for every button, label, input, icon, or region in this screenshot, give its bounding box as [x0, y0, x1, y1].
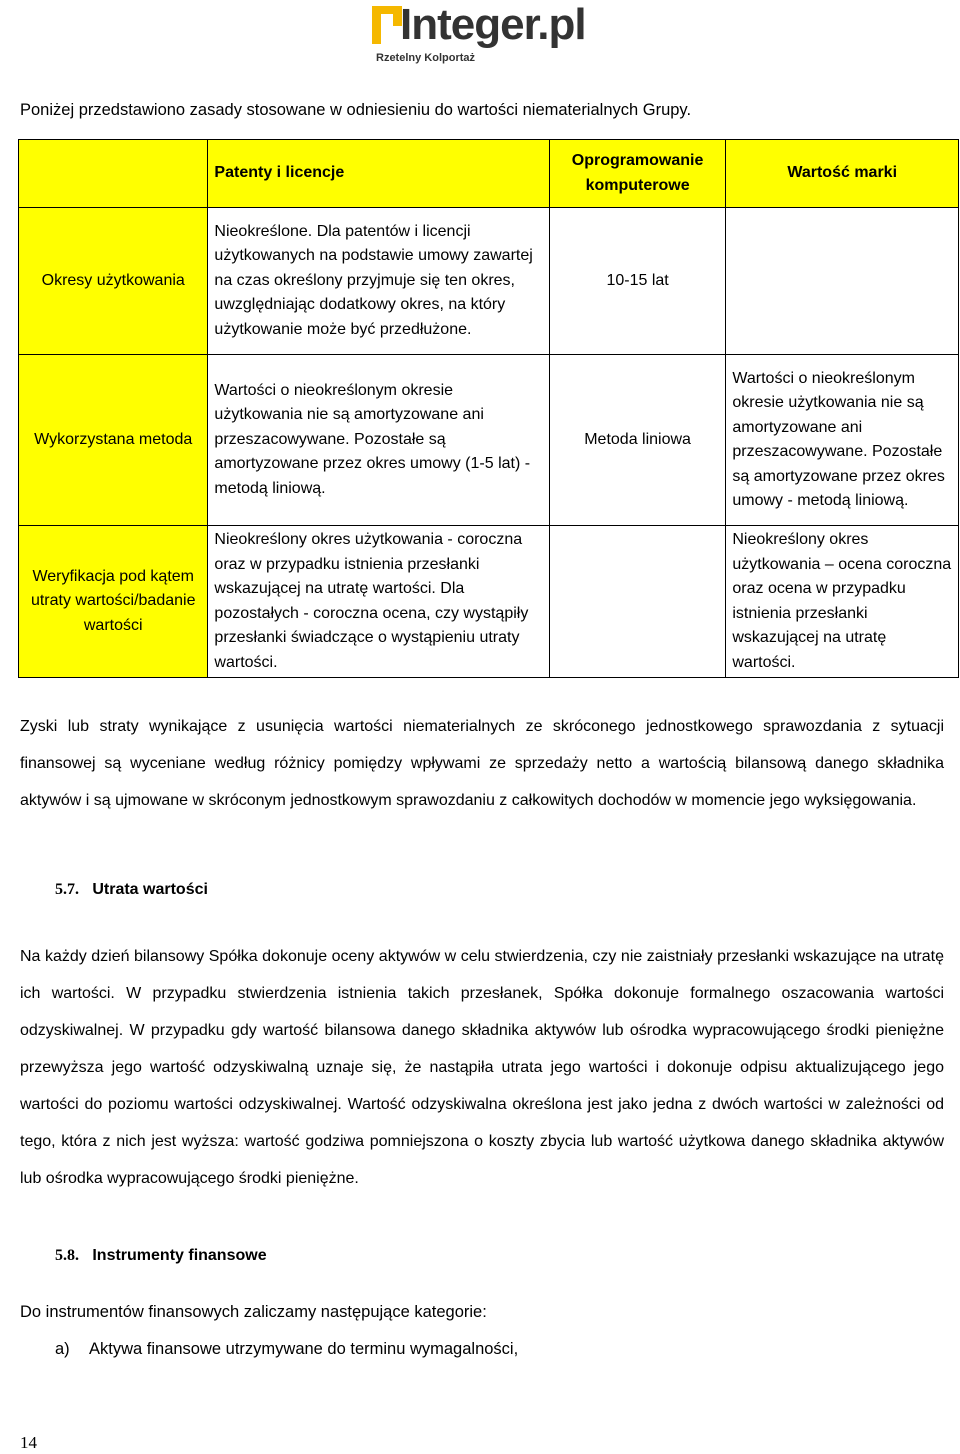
paragraph-gains-losses: Zyski lub straty wynikające z usunięcia wartości niematerialnych ze skróconego jednostkowego sprawozdania z sytuacji finansowej są wyceniane według różnicy pomiędzy wpływami ze sprzedaży netto a wartością bilansową danego składnika aktywów i są ujmowane w skróconym jednostkowym sprawozdaniu z całkowitych dochodów w momencie jego wyksięgowania. — [20, 718, 944, 809]
table-header-row — [19, 140, 959, 208]
section-title: Instrumenty finansowe — [92, 1247, 267, 1264]
section-title: Utrata wartości — [92, 881, 208, 898]
intangible-assets-table — [18, 139, 959, 678]
cell-software-useful-life: 10-15 lat — [549, 208, 726, 355]
logo-wordmark: Integer.pl — [400, 0, 586, 49]
cell-software-method: Metoda liniowa — [549, 355, 726, 526]
header-brand: Wartość marki — [726, 140, 959, 208]
table-row — [19, 208, 959, 355]
section-number: 5.8. — [55, 1247, 79, 1264]
cell-brand-useful-life — [726, 208, 959, 355]
logo-tagline: Rzetelny Kolportaż — [376, 52, 476, 64]
cell-patents-impairment: Nieokreślony okres użytkowania - coroczna oraz w przypadku istnienia przesłanki wskazującej na utratę wartości. Dla pozostałych - coroczna ocena, czy wystąpiły przesłanki świadczące o wystąpieniu utraty wartości. — [208, 526, 549, 678]
cell-patents-useful-life: Nieokreślone. Dla patentów i licencji użytkowanych na podstawie umowy zawartej na czas określony przyjmuje się ten okres, uwzględniając dodatkowy okres, na który użytkowanie może być przedłużone. — [208, 208, 549, 355]
section-number: 5.7. — [55, 881, 79, 898]
table-row — [19, 355, 959, 526]
list-item-label: a) — [55, 1340, 70, 1358]
header-patents: Patenty i licencje — [208, 140, 549, 208]
categories-intro: Do instrumentów finansowych zaliczamy następujące kategorie: — [20, 1303, 487, 1321]
table-corner-cell — [19, 140, 208, 208]
paragraph-impairment: Na każdy dzień bilansowy Spółka dokonuje oceny aktywów w celu stwierdzenia, czy nie zaistniały przesłanki wskazujące na utratę ich wartości. W przypadku stwierdzenia istnienia takich przesłanek, Spółka dokonuje formalnego oszacowania wartości odzyskiwalnej. W przypadku gdy wartość bilansowa danego składnika aktywów lub ośrodka wypracowującego środki pieniężne przewyższa jego wartość odzyskiwalną uznaje się, że nastąpiła utrata jego wartości i dokonuje odpisu aktualizującego jego wartości do poziomu wartości odzyskiwalnej. Wartość odzyskiwalna określona jest jako jedna z dwóch wartości w zależności od tego, która z nich jest wyższa: wartość godziwa pomniejszona o koszty zbycia lub wartość użytkowa danego składnika aktywów lub ośrodka wypracowującego środki pieniężne. — [20, 948, 944, 1187]
page-number: 14 — [20, 1433, 37, 1452]
row-label-impairment: Weryfikacja pod kątem utraty wartości/badanie wartości — [19, 526, 208, 678]
cell-brand-method: Wartości o nieokreślonym okresie użytkowania nie są amortyzowane ani przeszacowywane. Pozostałe są amortyzowane przez okres umowy - metodą liniową. — [726, 355, 959, 526]
cell-brand-impairment: Nieokreślony okres użytkowania – ocena coroczna oraz ocena w przypadku istnienia przesłanki wskazującej na utratę wartości. — [726, 526, 959, 678]
table-row — [19, 526, 959, 678]
integer-logo — [372, 0, 592, 66]
section-heading-5-8 — [55, 1247, 267, 1265]
header-software: Oprogramowanie komputerowe — [549, 140, 726, 208]
row-label-useful-life: Okresy użytkowania — [19, 208, 208, 355]
cell-patents-method: Wartości o nieokreślonym okresie użytkowania nie są amortyzowane ani przeszacowywane. Pozostałe są amortyzowane przez okres umowy (1-5 lat) - metodą liniową. — [208, 355, 549, 526]
section-heading-5-7 — [55, 881, 208, 899]
row-label-method: Wykorzystana metoda — [19, 355, 208, 526]
intro-paragraph: Poniżej przedstawiono zasady stosowane w odniesieniu do wartości niematerialnych Grupy. — [20, 101, 692, 119]
list-item-text: Aktywa finansowe utrzymywane do terminu wymagalności, — [89, 1340, 519, 1358]
list-item — [55, 1340, 518, 1359]
cell-software-impairment — [549, 526, 726, 678]
